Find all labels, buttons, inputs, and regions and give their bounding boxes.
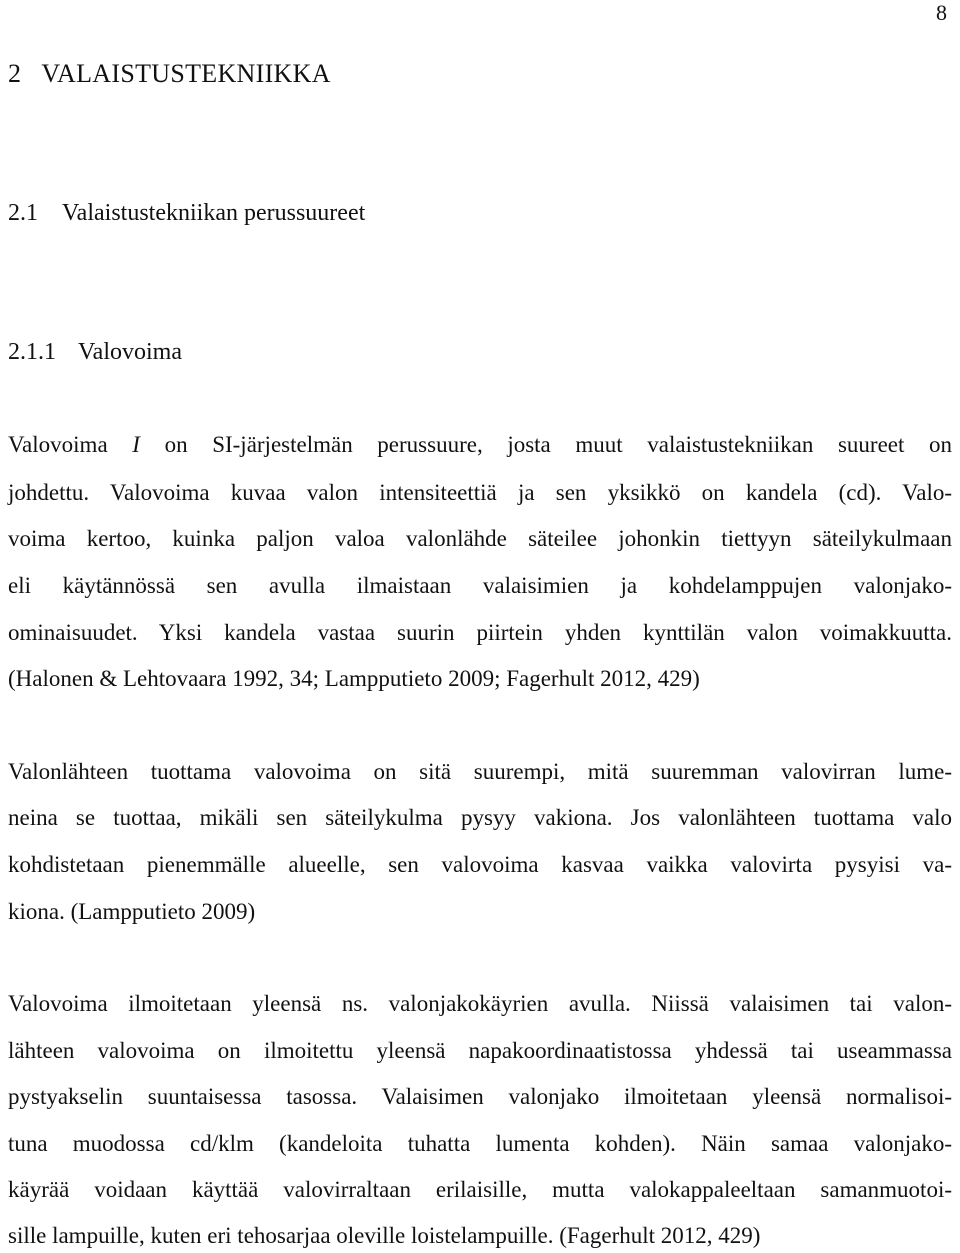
paragraph-1-line: johdettu. Valovoima kuvaa valon intensiteettiä ja sen yksikkö on kandela (cd). Valo- [8,480,952,505]
paragraph-2-line: kiona. (Lampputieto 2009) [8,899,256,924]
paragraph-1-line: voima kertoo, kuinka paljon valoa valonlähde säteilee johonkin tiettyyn säteilykulmaan [8,526,952,551]
section-number: 2.1 [8,200,38,226]
symbol-I: I [132,432,140,457]
paragraph-2-line: kohdistetaan pienemmälle alueelle, sen valovoima kasvaa vaikka valovirta pysyisi va- [8,852,952,877]
paragraph-1-line: (Halonen & Lehtovaara 1992, 34; Lampputieto 2009; Fagerhult 2012, 429) [8,666,700,691]
paragraph-1-line [8,431,952,459]
paragraph-1-line-start: Valovoima [8,432,108,457]
paragraph-3-line: lähteen valovoima on ilmoitettu yleensä napakoordinaatistossa yhdessä tai useammassa [8,1038,952,1063]
paragraph-3-line: tuna muodossa cd/klm (kandeloita tuhatta lumenta kohden). Näin samaa valonjako- [8,1131,952,1156]
paragraph-1-line: eli käytännössä sen avulla ilmaistaan valaisimien ja kohdelamppujen valonjako- [8,573,952,598]
paragraph-3-line: Valovoima ilmoitetaan yleensä ns. valonjakokäyrien avulla. Niissä valaisimen tai valon- [8,991,952,1016]
chapter-heading [8,58,331,90]
paragraph-3-line: käyrää voidaan käyttää valovirraltaan erilaisille, mutta valokappaleeltaan samanmuotoi- [8,1177,952,1202]
paragraph-1-line: ominaisuudet. Yksi kandela vastaa suurin piirtein yhden kynttilän valon voimakkuutta. [8,620,952,645]
subsection-heading [8,337,182,367]
paragraph-2-line: neina se tuottaa, mikäli sen säteilykulma pysyy vakiona. Jos valonlähteen tuottama valo [8,805,952,830]
chapter-number: 2 [8,59,22,88]
subsection-title: Valovoima [78,339,182,365]
paragraph-1-line-rest: on SI-järjestelmän perussuure, josta muut valaistustekniikan suureet on [139,432,953,457]
page-number: 8 [936,0,947,25]
paragraph-3-line: pystyakselin suuntaisessa tasossa. Valaisimen valonjako ilmoitetaan yleensä normalisoi- [8,1084,952,1109]
paragraph-2-line: Valonlähteen tuottama valovoima on sitä suurempi, mitä suuremman valovirran lume- [8,759,952,784]
section-heading [8,198,365,228]
section-title: Valaistustekniikan perussuureet [62,200,366,226]
paragraph-3-line: sille lampuille, kuten eri tehosarjaa oleville loistelampuille. (Fagerhult 2012, 429) [8,1223,761,1248]
chapter-title: VALAISTUSTEKNIIKKA [41,59,331,88]
subsection-number: 2.1.1 [8,339,56,365]
